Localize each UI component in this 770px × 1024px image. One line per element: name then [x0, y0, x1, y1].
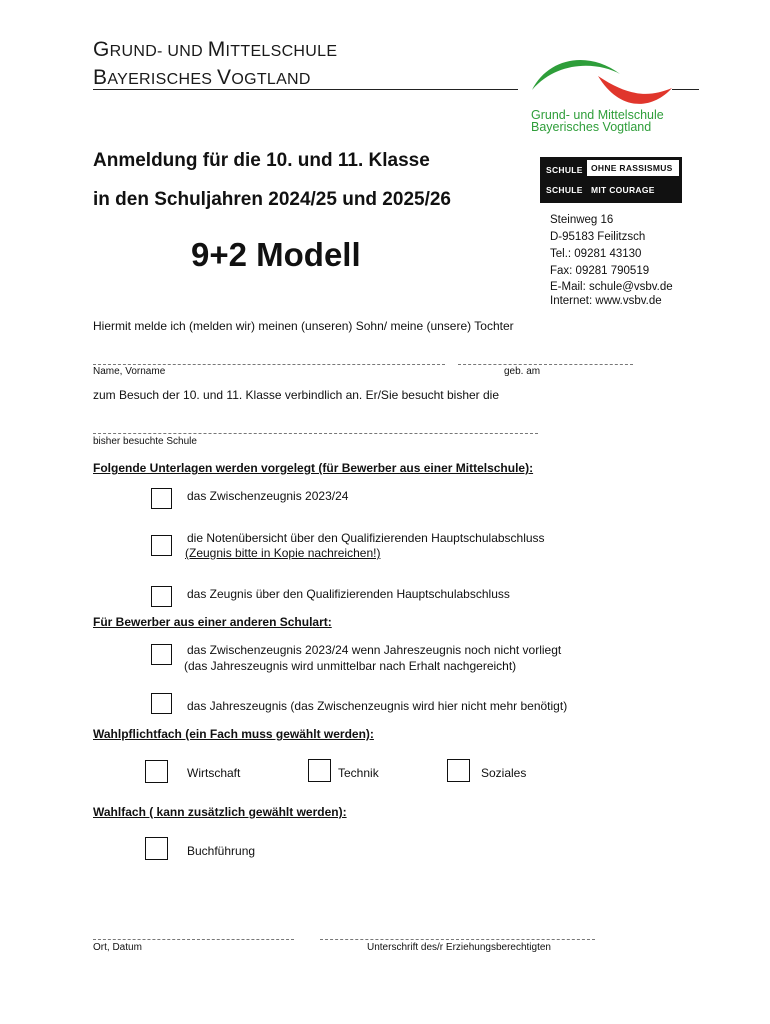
signature-line[interactable]	[320, 939, 595, 940]
birth-label: geb. am	[504, 366, 541, 377]
s2-item1-label	[184, 642, 561, 674]
signature-label: Unterschrift des/r Erziehungsberechtigten	[367, 942, 551, 953]
checkbox-zwischenzeugnis-andere[interactable]	[151, 644, 172, 665]
schule-ohne-rassismus-badge	[540, 157, 682, 203]
opt-soziales-label: Soziales	[481, 766, 527, 780]
visit-text: zum Besuch der 10. und 11. Klasse verbindlich an. Er/Sie besucht bisher die	[93, 388, 500, 402]
section1-heading: Folgende Unterlagen werden vorgelegt (für Bewerber aus einer Mittelschule):	[93, 461, 534, 475]
ort-datum-line[interactable]	[93, 939, 294, 940]
name-label: Name, Vorname	[93, 366, 166, 377]
section3-heading: Wahlpflichtfach (ein Fach muss gewählt werden):	[93, 727, 374, 741]
letter-m: M	[207, 38, 226, 61]
school-field-line[interactable]	[93, 433, 538, 434]
opt-wirtschaft-label: Wirtschaft	[187, 766, 241, 780]
badge-row2-right: MIT COURAGE	[591, 185, 655, 195]
s1-item2-label	[185, 531, 545, 561]
ort-datum-label: Ort, Datum	[93, 942, 142, 953]
logo-caption-line2: Bayerisches Vogtland	[531, 120, 652, 134]
logo-caption	[531, 109, 664, 133]
text-ogtland: OGTLAND	[231, 71, 311, 88]
school-label: bisher besuchte Schule	[93, 436, 197, 447]
contact-city: D-95183 Feilitzsch	[550, 231, 646, 243]
s2-item1-line2: (das Jahreszeugnis wird unmittelbar nach Erhalt nachgereicht)	[184, 659, 517, 673]
s2-item2-label: das Jahreszeugnis (das Zwischenzeugnis wird hier nicht mehr benötigt)	[187, 699, 568, 713]
s2-item1-line1: das Zwischenzeugnis 2023/24 wenn Jahreszeugnis noch nicht vorliegt	[187, 643, 562, 657]
checkbox-jahreszeugnis[interactable]	[151, 693, 172, 714]
intro-text: Hiermit melde ich (melden wir) meinen (unseren) Sohn/ meine (unsere) Tochter	[93, 319, 514, 333]
letter-v: V	[217, 66, 232, 89]
birth-field-line[interactable]	[458, 364, 633, 365]
text-rund-und: RUND- UND	[109, 43, 208, 60]
checkbox-buchfuehrung[interactable]	[145, 837, 168, 860]
checkbox-notenuebersicht[interactable]	[151, 535, 172, 556]
s1-item2-line1: die Notenübersicht über den Qualifizierenden Hauptschulabschluss	[187, 531, 545, 545]
section2-heading: Für Bewerber aus einer anderen Schulart:	[93, 615, 332, 629]
checkbox-technik[interactable]	[308, 759, 331, 782]
badge-row2-left: SCHULE	[546, 185, 583, 195]
badge-row1-right: OHNE RASSISMUS	[587, 160, 679, 176]
title-line1: Anmeldung für die 10. und 11. Klasse	[93, 150, 430, 171]
contact-tel: Tel.: 09281 43130	[550, 248, 642, 260]
opt-technik-label: Technik	[338, 766, 379, 780]
section4-heading: Wahlfach ( kann zusätzlich gewählt werden):	[93, 805, 347, 819]
school-name-line2	[93, 66, 311, 90]
school-logo-icon	[528, 52, 698, 112]
badge-row1-left: SCHULE	[546, 165, 583, 175]
checkbox-soziales[interactable]	[447, 759, 470, 782]
text-ayerisches: AYERISCHES	[107, 71, 218, 88]
school-name-line1	[93, 38, 337, 62]
s1-item3-label: das Zeugnis über den Qualifizierenden Hauptschulabschluss	[187, 587, 510, 601]
s1-item2-line2: (Zeugnis bitte in Kopie nachreichen!)	[185, 546, 381, 560]
s1-item1-label: das Zwischenzeugnis 2023/24	[187, 489, 349, 503]
letter-g: G	[93, 38, 110, 61]
contact-fax: Fax: 09281 790519	[550, 265, 650, 277]
header-rule	[93, 89, 518, 90]
checkbox-zeugnis-quali[interactable]	[151, 586, 172, 607]
contact-email[interactable]: E-Mail: schule@vsbv.de	[550, 281, 673, 293]
name-field-line[interactable]	[93, 364, 445, 365]
checkbox-zwischenzeugnis[interactable]	[151, 488, 172, 509]
logo-caption-line1: Grund- und Mittelschule	[531, 108, 664, 122]
contact-street: Steinweg 16	[550, 214, 614, 226]
model-title: 9+2 Modell	[191, 236, 361, 273]
checkbox-wirtschaft[interactable]	[145, 760, 168, 783]
contact-internet[interactable]: Internet: www.vsbv.de	[550, 295, 662, 307]
letter-b: B	[93, 66, 108, 89]
opt-buchfuehrung-label: Buchführung	[187, 844, 256, 858]
text-ittelschule: ITTELSCHULE	[225, 43, 338, 60]
title-line2: in den Schuljahren 2024/25 und 2025/26	[93, 189, 451, 210]
contact-block	[550, 212, 673, 308]
